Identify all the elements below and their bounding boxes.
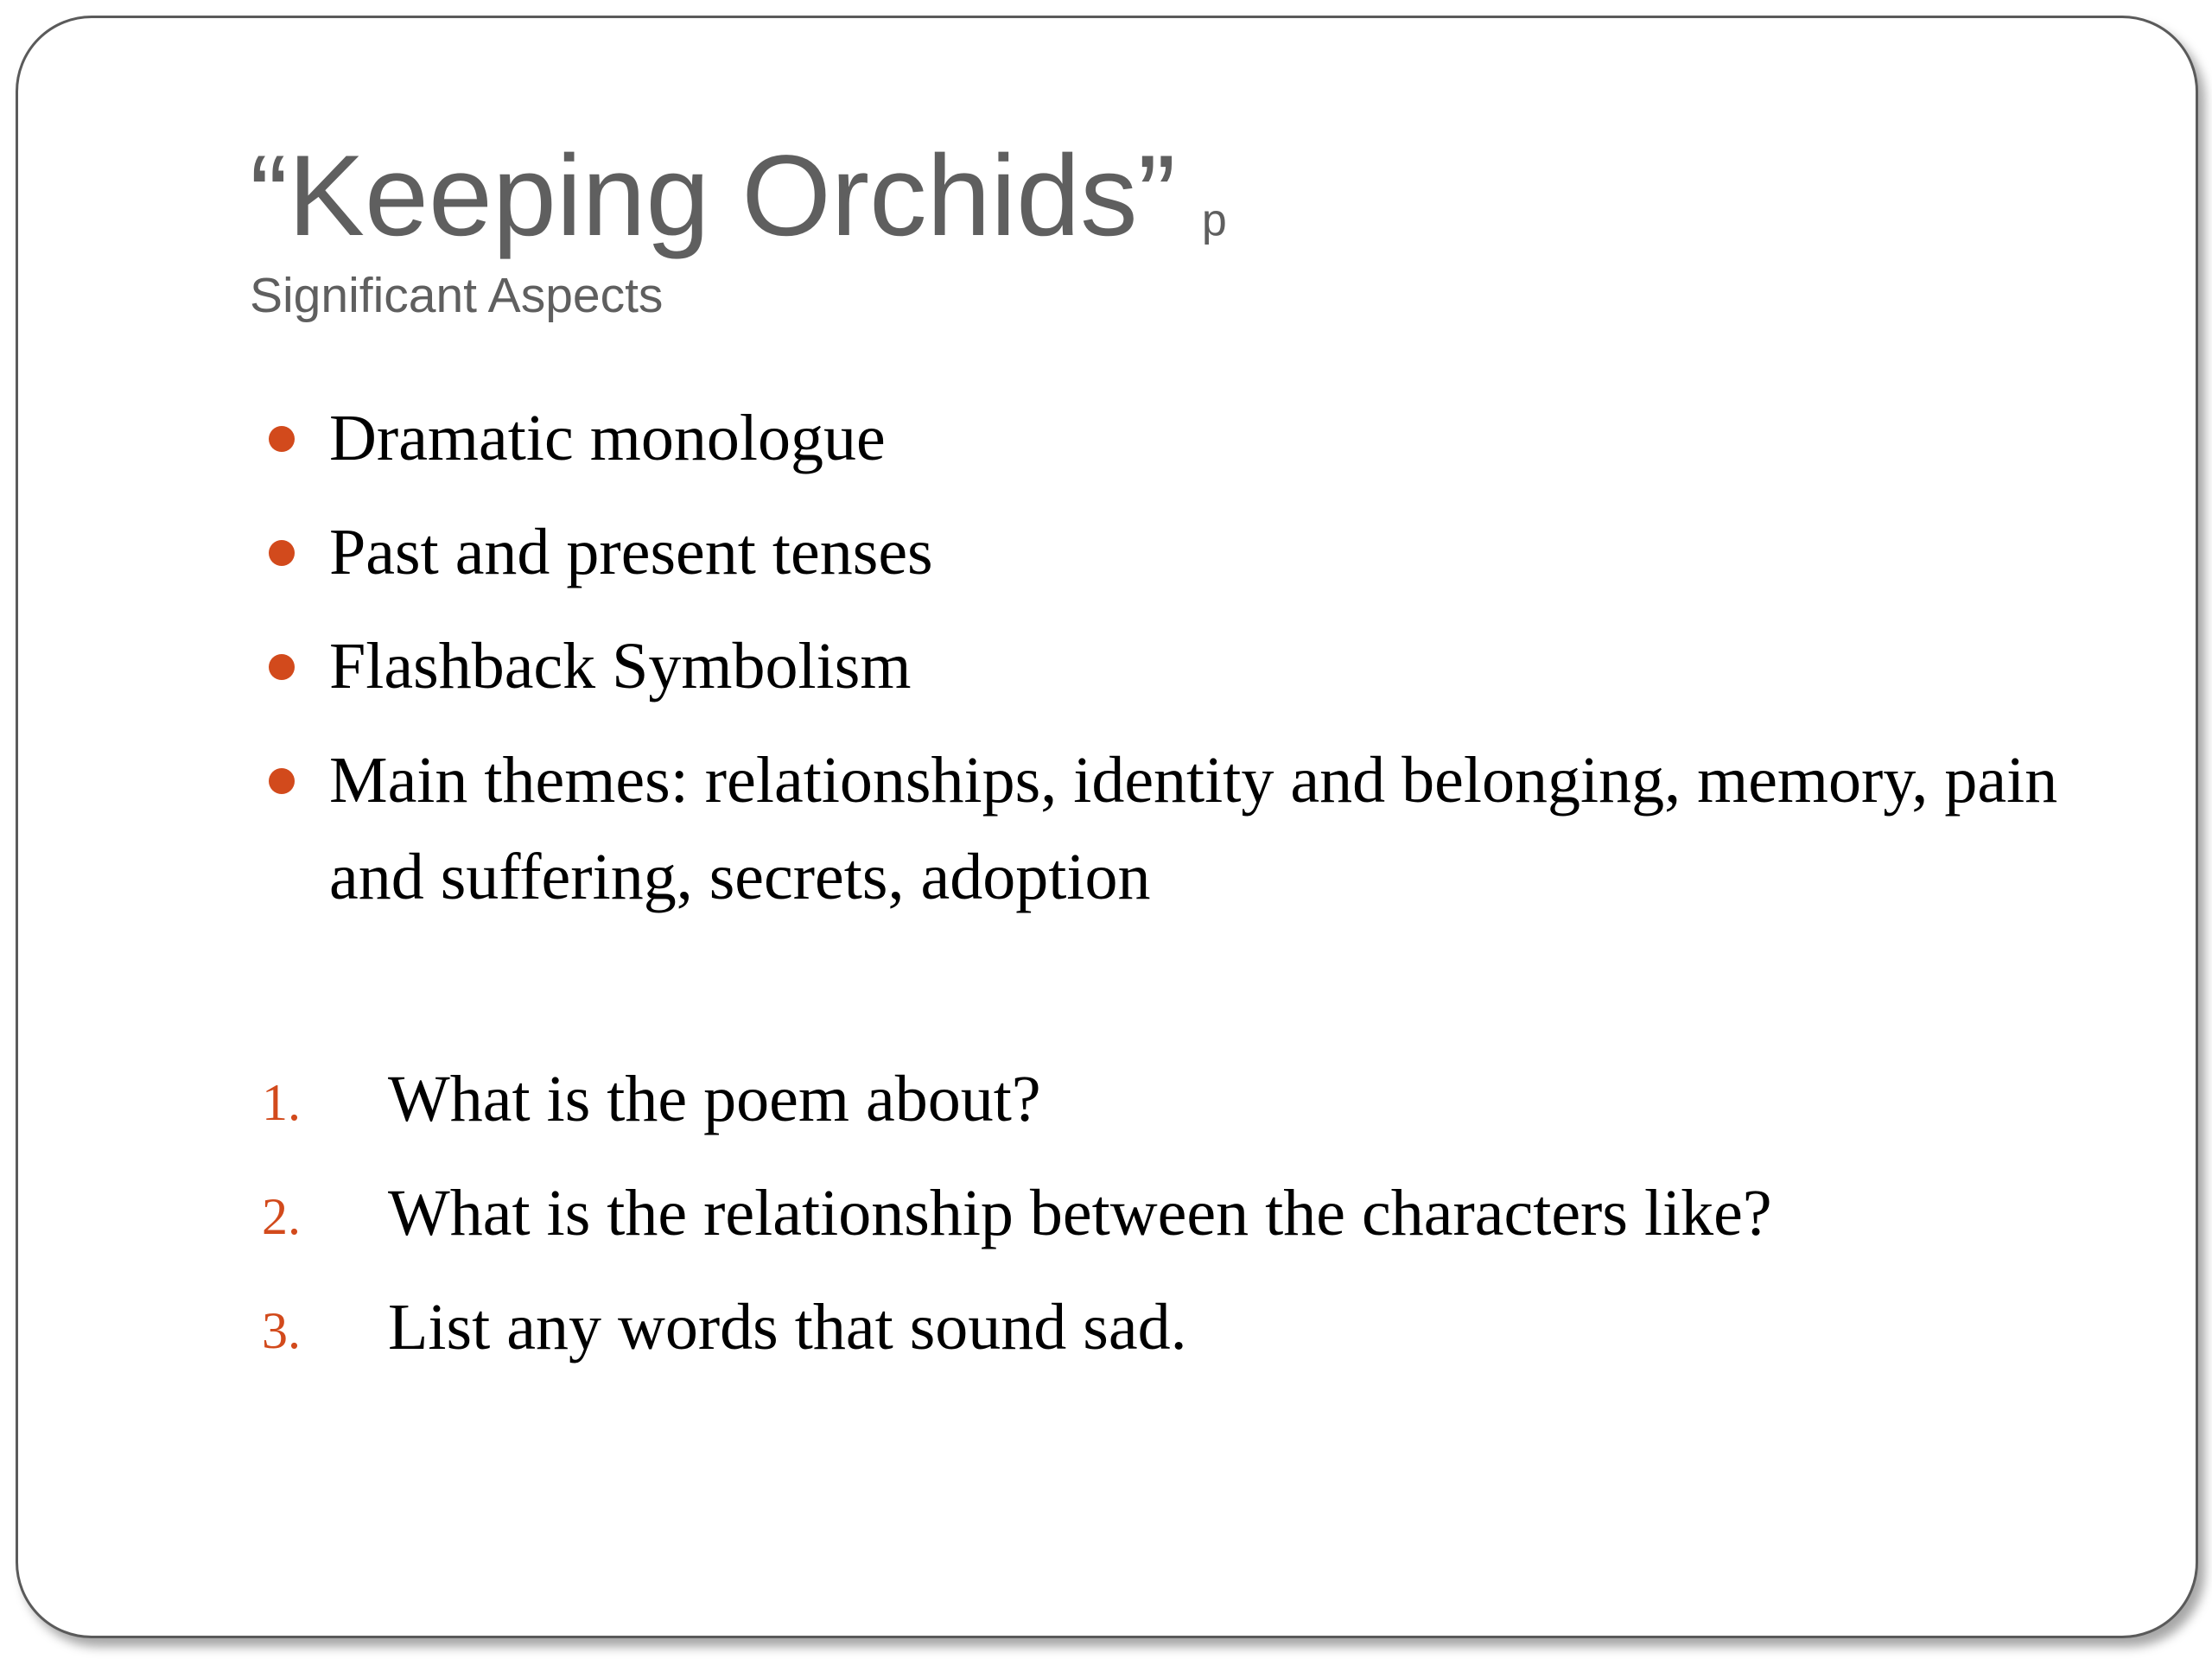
bullet-text: Main themes: relationships, identity and belonging, memory, pain and suffering, secrets, adoption: [329, 744, 2058, 913]
bullet-item: [250, 504, 2099, 601]
bullet-item: [250, 390, 2099, 486]
question-text: List any words that sound sad.: [388, 1291, 1187, 1363]
bullet-text: Past and present tenses: [329, 516, 933, 588]
title-block: [250, 132, 1227, 323]
question-number: 2.: [262, 1188, 301, 1245]
question-item: [250, 1051, 1772, 1147]
question-text: What is the poem about?: [388, 1063, 1041, 1135]
bullet-text: Dramatic monologue: [329, 402, 886, 474]
bullet-dot-icon: [269, 654, 295, 680]
slide-frame: [16, 16, 2198, 1638]
slide-title-text: “Keeping Orchids”: [250, 132, 1176, 260]
question-item: [250, 1279, 1772, 1376]
question-number: 3.: [262, 1302, 301, 1359]
slide-title: [250, 132, 1227, 260]
question-text: What is the relationship between the characters like?: [388, 1177, 1772, 1249]
slide-subtitle: Significant Aspects: [250, 268, 664, 323]
bullet-list: [250, 390, 2099, 943]
slide-title-suffix: p: [1201, 195, 1227, 245]
bullet-dot-icon: [269, 540, 295, 566]
bullet-dot-icon: [269, 768, 295, 794]
question-item: [250, 1165, 1772, 1262]
bullet-text: Flashback Symbolism: [329, 630, 912, 702]
bullet-item: [250, 732, 2099, 925]
question-list: [250, 1051, 1772, 1393]
bullet-item: [250, 618, 2099, 715]
question-number: 1.: [262, 1074, 301, 1131]
bullet-dot-icon: [269, 426, 295, 452]
